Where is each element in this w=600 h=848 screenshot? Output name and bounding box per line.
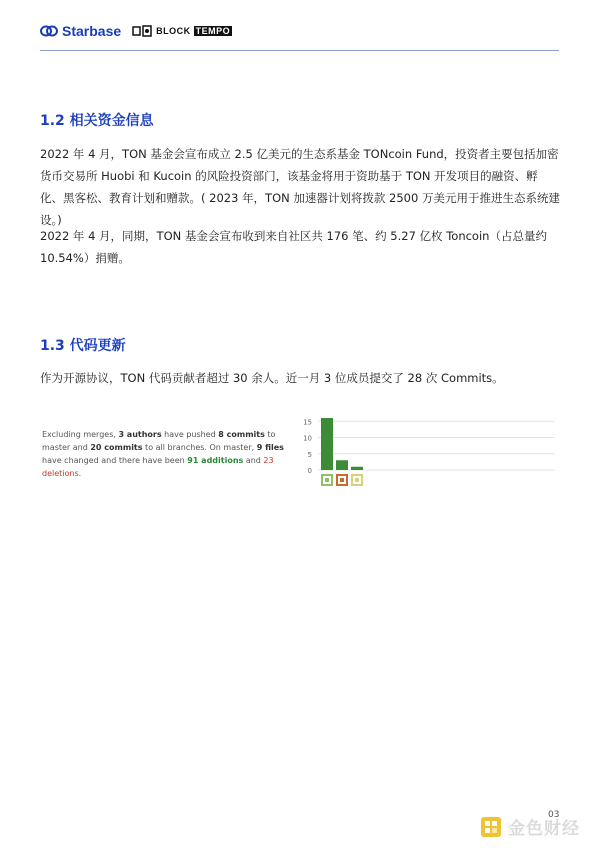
y-tick-label: 5 xyxy=(307,450,312,459)
starbase-logo xyxy=(40,23,121,39)
avatar-mark xyxy=(325,478,329,482)
blocktempo-logo xyxy=(131,25,232,37)
avatar-mark xyxy=(340,478,344,482)
blocktempo-mark-icon xyxy=(131,25,153,37)
jinse-logo-icon xyxy=(480,816,502,838)
watermark-logo xyxy=(480,814,580,839)
additions-count: 91 additions xyxy=(187,456,244,465)
funding-paragraph-2: 2022 年 4 月，同期，TON 基金会宣布收到来自社区共 176 笔、约 5.27 亿枚 Toncoin（占总量约 10.54%）捐赠。 xyxy=(40,229,547,265)
bar-author-2 xyxy=(336,460,348,470)
commits-master: 8 commits xyxy=(218,430,265,439)
section-heading-funding: 1.2 相关资金信息 xyxy=(40,113,154,129)
deletions-count: 23 deletions xyxy=(42,456,274,478)
code-paragraph: 作为开源协议，TON 代码贡献者超过 30 余人。近一月 3 位成员提交了 28 次 Commits。 xyxy=(40,371,504,385)
page-header xyxy=(40,22,232,40)
page-number: 03 xyxy=(548,810,560,820)
commits-bar-chart xyxy=(300,410,560,492)
watermark-text: 金色财经 xyxy=(508,819,580,839)
bar-author-1 xyxy=(321,418,333,470)
github-summary: Excluding merges, 3 authors have pushed 8 commits to master and 20 commits to all branches. On master, 9 files have changed and there have been 91 additions and 23 deletions. xyxy=(42,430,284,478)
partner-prefix: BLOCK xyxy=(156,26,191,36)
y-tick-label: 10 xyxy=(303,434,312,443)
partner-suffix: TEMPO xyxy=(195,26,231,36)
files-changed: 9 files xyxy=(256,443,284,452)
avatar-mark xyxy=(355,478,359,482)
y-tick-label: 0 xyxy=(307,467,312,475)
header-divider xyxy=(40,50,559,51)
funding-paragraph-1: 2022 年 4 月，TON 基金会宣布成立 2.5 亿美元的生态系基金 TONcoin Fund，投资者主要包括加密货币交易所 Huobi 和 Kucoin 的风险投资部门，该基金将用于资助基于 TON 开发项目的融资、孵化、黑客松、教育计划和赠款。( 2023 年，TON 加速器计划将拨款 2500 万美元用于推进生态系统建设。) xyxy=(40,147,560,227)
section-heading-code: 1.3 代码更新 xyxy=(40,338,126,354)
bar-author-3 xyxy=(351,467,363,470)
authors-count: 3 authors xyxy=(118,430,162,439)
y-tick-label: 15 xyxy=(303,418,312,427)
starbase-mark-icon xyxy=(40,25,58,37)
brand-name: Starbase xyxy=(62,23,122,39)
commits-all: 20 commits xyxy=(90,443,143,452)
